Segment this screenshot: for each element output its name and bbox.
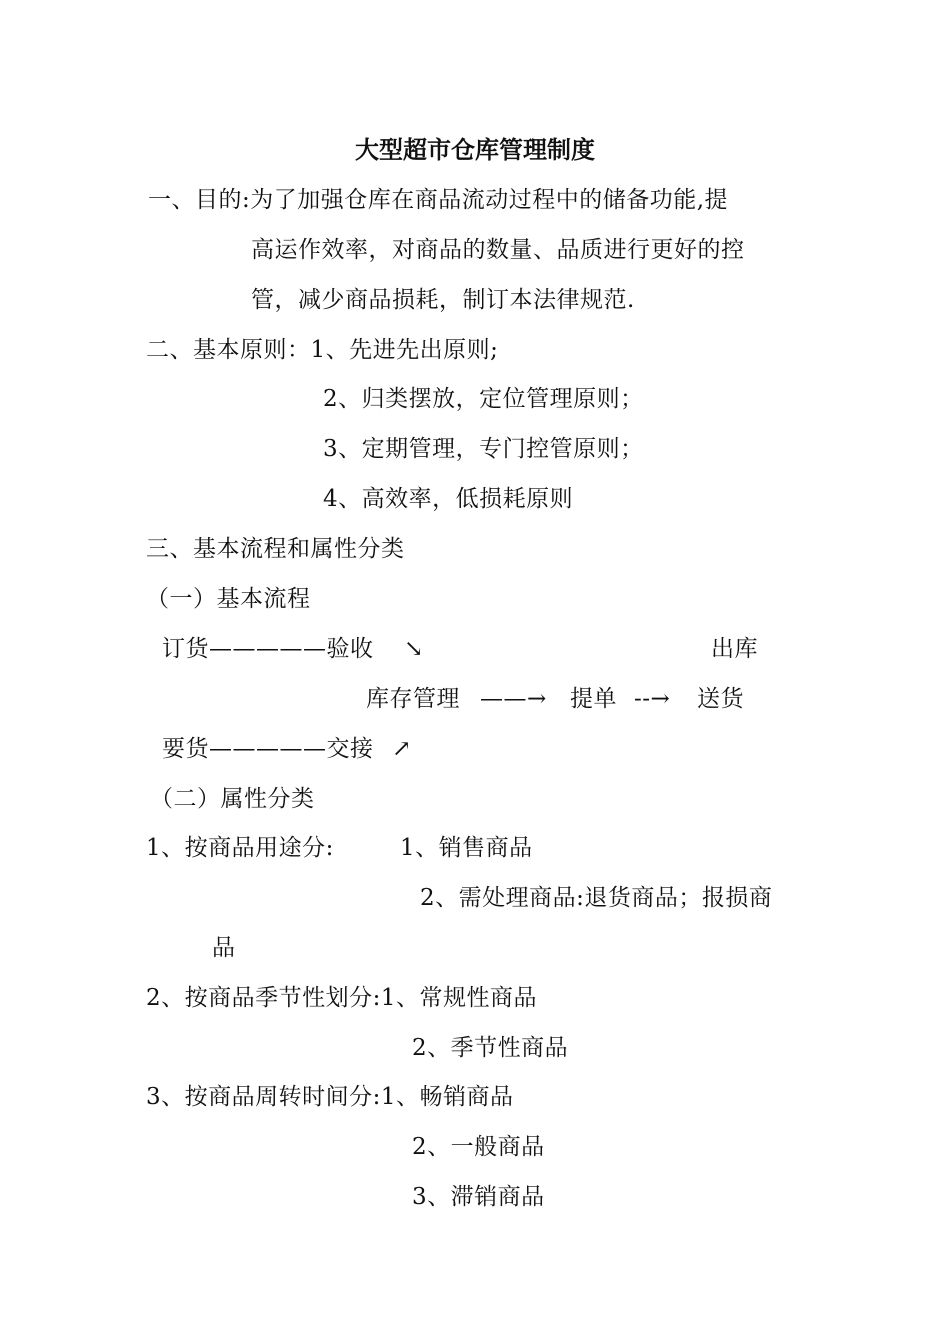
flow-order-receive: 订货—————验收 [162, 636, 374, 662]
category-season-item-2: 2、季节性商品 [412, 1035, 569, 1061]
category-usage-item-2-cont: 品 [212, 935, 236, 961]
category-turnover-item-3: 3、滞销商品 [412, 1184, 545, 1210]
category-usage-item-1: 1、销售商品 [400, 835, 533, 861]
flow-request-handover: 要货—————交接 [162, 736, 374, 762]
category-turnover-label: 3、按商品周转时间分:1、畅销商品 [146, 1084, 514, 1110]
arrow-up-right-icon: ↗ [392, 736, 412, 762]
flow-pick: 提单 [570, 686, 617, 712]
principle-item-4: 4、高效率，低损耗原则 [323, 486, 574, 512]
principle-item-2: 2、归类摆放，定位管理原则； [323, 386, 644, 412]
flow-outbound: 出库 [711, 636, 758, 662]
category-turnover-item-2: 2、一般商品 [412, 1134, 545, 1160]
category-usage-label: 1、按商品用途分: [146, 835, 334, 861]
arrow-down-right-icon: ↘ [404, 636, 424, 662]
principles-heading: 二、基本原则：1、先进先出原则; [146, 337, 499, 363]
arrow-right-icon: ——→ [480, 686, 547, 712]
purpose-line-2: 高运作效率，对商品的数量、品质进行更好的控 [251, 237, 745, 263]
flow-deliver: 送货 [697, 686, 744, 712]
purpose-line-1: 一、目的:为了加强仓库在商品流动过程中的储备功能,提 [148, 187, 729, 213]
process-heading: 三、基本流程和属性分类 [146, 536, 405, 562]
principle-item-3: 3、定期管理，专门控管原则； [323, 436, 644, 462]
purpose-line-3: 管，减少商品损耗，制订本法律规范. [251, 287, 635, 313]
category-usage-item-2: 2、需处理商品:退货商品；报损商 [420, 885, 773, 911]
basic-process-subheading: （一）基本流程 [146, 586, 311, 612]
attribute-subheading: （二）属性分类 [150, 786, 315, 812]
flow-inventory: 库存管理 [366, 686, 460, 712]
document-title: 大型超市仓库管理制度 [355, 136, 595, 164]
category-season-label: 2、按商品季节性划分:1、常规性商品 [146, 985, 538, 1011]
arrow-right-dashed-icon: --→ [634, 686, 671, 712]
